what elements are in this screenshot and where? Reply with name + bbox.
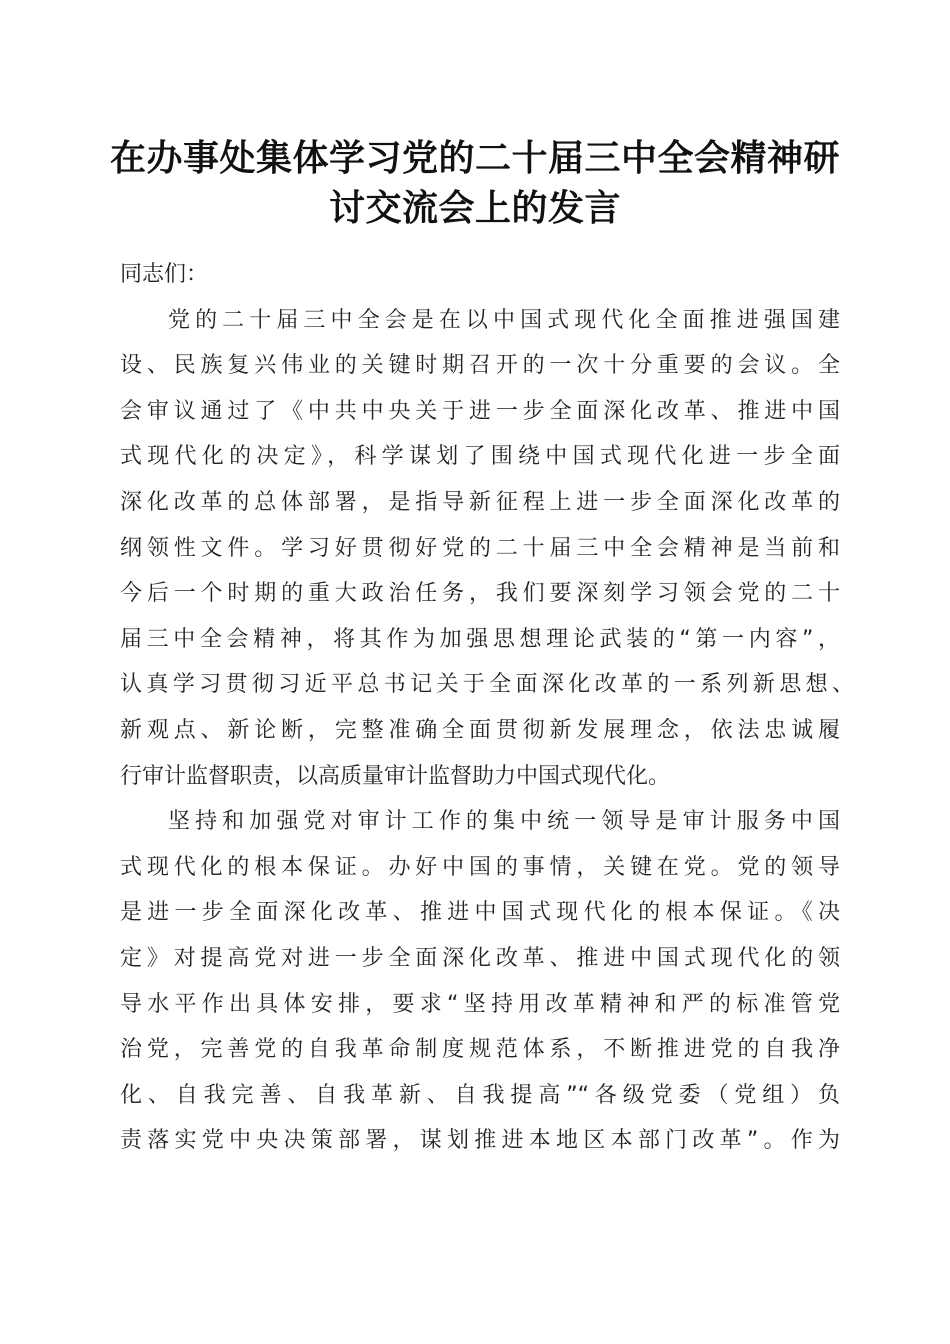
paragraph-2-line: 导水平作出具体安排，要求“坚持用改革精神和严的标准管党 [120,991,840,1017]
paragraph-2-line: 是进一步全面深化改革、推进中国式现代化的根本保证。《决 [120,900,840,926]
paragraph-1-line: 设、民族复兴伟业的关键时期召开的一次十分重要的会议。全 [120,353,840,379]
paragraph-1-line: 党的二十届三中全会是在以中国式现代化全面推进强国建 [168,307,840,333]
paragraph-2 [120,799,840,1164]
paragraph-1-line: 认真学习贯彻习近平总书记关于全面深化改革的一系列新思想、 [120,672,854,698]
title-line-1: 在办事处集体学习党的二十届三中全会精神研 [109,137,840,179]
paragraph-2-line: 化、自我完善、自我革新、自我提高”“各级党委（党组）负 [120,1082,840,1108]
paragraph-1-line: 纲领性文件。学习好贯彻好党的二十届三中全会精神是当前和 [120,535,840,561]
paragraph-1-line: 新观点、新论断，完整准确全面贯彻新发展理念，依法忠诚履 [120,717,840,743]
paragraph-2-line: 责落实党中央决策部署，谋划推进本地区本部门改革”。作为 [120,1128,840,1154]
paragraph-2-line: 式现代化的根本保证。办好中国的事情，关键在党。党的领导 [120,854,840,880]
paragraph-1-line: 今后一个时期的重大政治任务，我们要深刻学习领会党的二十 [120,581,840,607]
paragraph-2-line: 坚持和加强党对审计工作的集中统一领导是审计服务中国 [168,809,840,835]
document-body [120,252,854,1164]
salutation: 同志们： [120,262,209,287]
paragraph-1-line: 会审议通过了《中共中央关于进一步全面深化改革、推进中国 [120,398,840,424]
paragraph-2-line: 治党，完善党的自我革命制度规范体系，不断推进党的自我净 [120,1037,840,1063]
paragraph-1-line: 深化改革的总体部署，是指导新征程上进一步全面深化改革的 [120,489,840,515]
document-title [100,133,850,233]
paragraph-1-line: 行审计监督职责，以高质量审计监督助力中国式现代化。 [120,763,671,789]
paragraph-1-line: 式现代化的决定》，科学谋划了围绕中国式现代化进一步全面 [120,444,840,470]
paragraph-1-line: 届三中全会精神，将其作为加强思想理论武装的“第一内容”， [120,626,840,652]
paragraph-1 [120,298,854,800]
title-line-2: 讨交流会上的发言 [328,187,621,229]
paragraph-2-line: 定》对提高党对进一步全面深化改革、推进中国式现代化的领 [120,945,840,971]
